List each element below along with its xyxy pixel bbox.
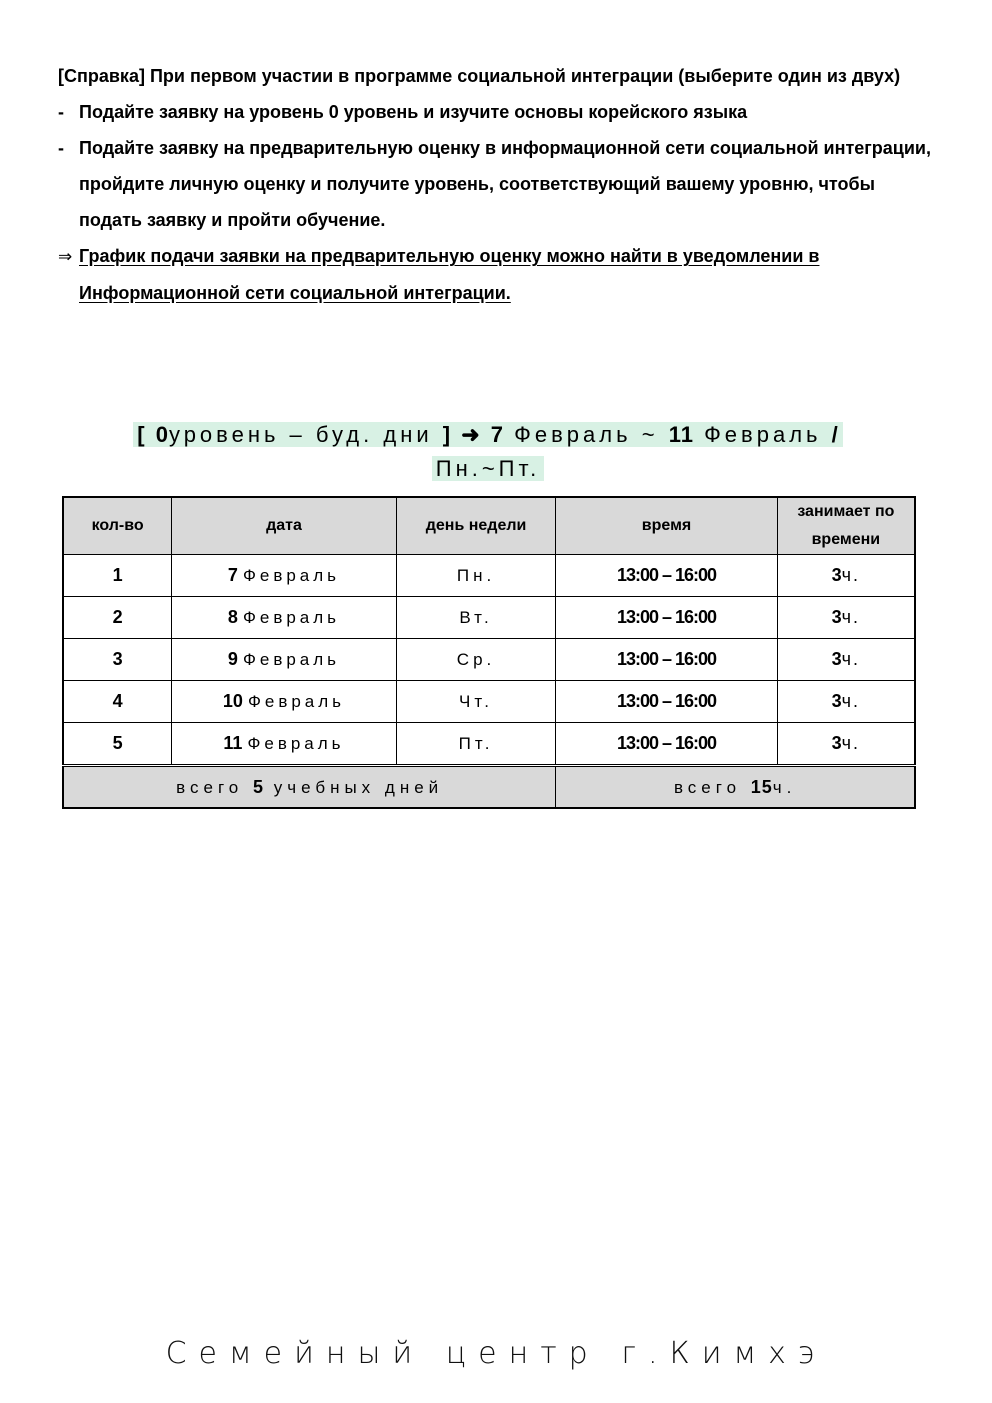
row-time: 13:00 – 16:00 <box>556 639 777 681</box>
row-count: 2 <box>63 597 172 639</box>
right-arrow-icon: ➜ <box>461 422 481 447</box>
row-hours <box>777 555 915 597</box>
table-row <box>63 639 915 681</box>
header-count: кол-во <box>63 497 172 555</box>
row-month: Февраль <box>247 734 345 753</box>
row-time: 13:00 – 16:00 <box>556 555 777 597</box>
start-month: Февраль <box>514 422 632 447</box>
row-hours-unit: ч. <box>841 733 861 753</box>
row-hours <box>777 597 915 639</box>
total-hours-value: 15 <box>750 776 773 797</box>
row-day: 9 <box>227 649 238 669</box>
notice-option-2-text: Подайте заявку на предварительную оценку в информационной сети социальной интеграции, пройдите личную оценку и получите уровень, соответствующий вашему уровню, чтобы подать заявку и пройти обучение. <box>79 138 931 230</box>
row-hours-value: 3 <box>831 565 842 585</box>
row-hours-value: 3 <box>831 607 842 627</box>
row-month: Февраль <box>247 692 346 711</box>
row-hours <box>777 723 915 766</box>
total-days <box>63 766 556 809</box>
row-weekday: Вт. <box>396 597 556 639</box>
end-day: 11 <box>668 422 694 447</box>
total-days-suffix: учебных дней <box>273 777 444 797</box>
row-hours-unit: ч. <box>841 691 861 711</box>
row-weekday: Чт. <box>396 681 556 723</box>
row-day: 8 <box>227 607 238 627</box>
slash: / <box>831 422 839 447</box>
header-date: дата <box>172 497 397 555</box>
notice-option-1 <box>58 94 934 130</box>
schedule-title <box>60 418 916 486</box>
total-days-value: 5 <box>252 776 264 797</box>
schedule-table <box>62 496 916 809</box>
table-header-row <box>63 497 915 555</box>
level-number: 0 <box>155 422 169 447</box>
row-date <box>172 597 397 639</box>
double-arrow-icon: ⇒ <box>58 247 73 267</box>
row-hours-value: 3 <box>831 649 842 669</box>
row-weekday: Ср. <box>396 639 556 681</box>
footer-organization: Семейный центр г.Кимхэ <box>165 1336 827 1371</box>
header-weekday: день недели <box>396 497 556 555</box>
notice-option-2 <box>58 130 934 238</box>
header-duration: занимает по времени <box>777 497 915 555</box>
table-row <box>63 681 915 723</box>
notice-option-1-text: Подайте заявку на уровень 0 уровень и изучите основы корейского языка <box>79 102 748 122</box>
notice-note <box>58 238 934 311</box>
level-label: уровень – буд. дни <box>168 422 433 447</box>
row-count: 5 <box>63 723 172 766</box>
dash-marker: - <box>58 102 64 122</box>
table-row <box>63 555 915 597</box>
row-day: 7 <box>227 565 238 585</box>
row-time: 13:00 – 16:00 <box>556 723 777 766</box>
end-month: Февраль <box>704 422 822 447</box>
row-day: 10 <box>222 691 243 711</box>
notice-intro: [Справка] При первом участии в программе социальной интеграции (выберите один из двух) <box>58 66 901 86</box>
row-hours-unit: ч. <box>841 565 861 585</box>
row-month: Февраль <box>242 608 341 627</box>
row-day: 11 <box>223 733 243 753</box>
table-row <box>63 723 915 766</box>
row-date <box>172 681 397 723</box>
bracket-close: ] <box>442 422 452 447</box>
notice-note-text: График подачи заявки на предварительную оценку можно найти в уведомлении в Информационной сети социальной интеграции. <box>79 246 820 303</box>
row-time: 13:00 – 16:00 <box>556 681 777 723</box>
total-days-prefix: всего <box>176 777 244 797</box>
row-weekday: Пн. <box>396 555 556 597</box>
row-hours-value: 3 <box>831 733 842 753</box>
row-weekday: Пт. <box>396 723 556 766</box>
schedule-title-line-1 <box>133 422 843 447</box>
total-hours <box>556 766 915 809</box>
table-row <box>63 597 915 639</box>
header-time: время <box>556 497 777 555</box>
row-hours-value: 3 <box>831 691 842 711</box>
notice-block <box>58 58 934 311</box>
row-date <box>172 555 397 597</box>
row-month: Февраль <box>242 566 341 585</box>
total-hours-prefix: всего <box>673 777 742 797</box>
row-count: 4 <box>63 681 172 723</box>
start-day: 7 <box>490 422 505 447</box>
row-date <box>172 639 397 681</box>
row-count: 1 <box>63 555 172 597</box>
dash-marker: - <box>58 138 64 158</box>
bracket-open: [ <box>137 422 146 447</box>
row-date <box>172 723 397 766</box>
row-hours <box>777 639 915 681</box>
schedule-title-days: Пн.~Пт. <box>432 456 544 481</box>
row-hours-unit: ч. <box>841 607 861 627</box>
total-hours-suffix: ч. <box>772 777 797 797</box>
tilde: ~ <box>641 422 659 447</box>
row-hours <box>777 681 915 723</box>
row-hours-unit: ч. <box>841 649 861 669</box>
row-time: 13:00 – 16:00 <box>556 597 777 639</box>
row-count: 3 <box>63 639 172 681</box>
table-total-row <box>63 766 915 809</box>
row-month: Февраль <box>242 650 341 669</box>
